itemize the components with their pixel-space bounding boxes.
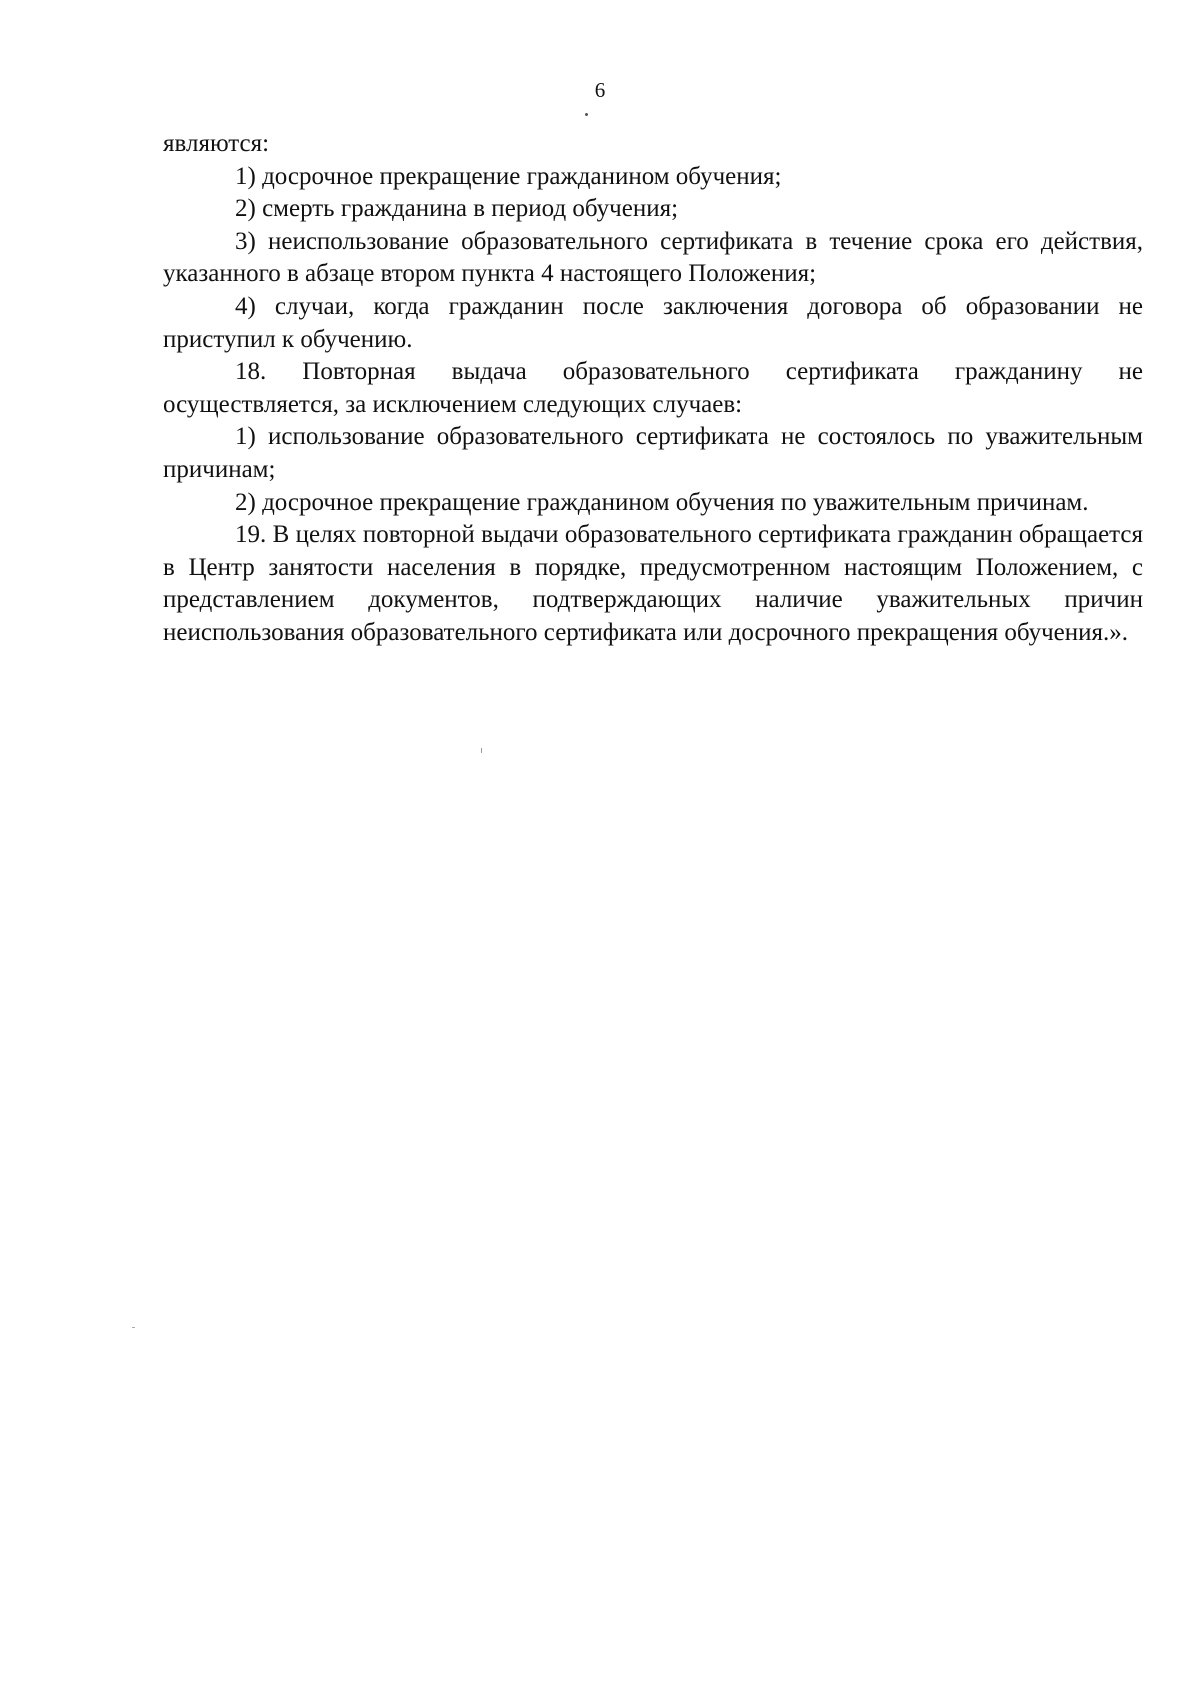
- document-body: [163, 128, 1143, 650]
- clause-18-item-1: 1) использование образовательного сертификата не состоялось по уважительным причинам;: [163, 423, 1143, 483]
- page-number: 6: [594, 78, 606, 102]
- clause-19: 19. В целях повторной выдачи образовательного сертификата гражданин обращается в Центр занятости населения в порядке, предусмотренном настоящим Положением, с представлением документов, подтверждающих наличие уважительных причин неиспользования образовательного сертификата или досрочного прекращения обучения.».: [163, 521, 1143, 646]
- scan-speck: [585, 113, 588, 116]
- clause-18: 18. Повторная выдача образовательного сертификата гражданину не осуществляется, за исключением следующих случаев:: [163, 358, 1143, 418]
- scan-speck: [132, 1327, 135, 1328]
- paragraph-continuation: являются:: [163, 130, 270, 157]
- clause-18-item-2: 2) досрочное прекращение гражданином обучения по уважительным причинам.: [235, 488, 1089, 516]
- list-item-2: 2) смерть гражданина в период обучения;: [235, 195, 679, 223]
- list-item-1: 1) досрочное прекращение гражданином обучения;: [235, 162, 782, 190]
- list-item-3: 3) неиспользование образовательного сертификата в течение срока его действия, указанного в абзаце втором пункта 4 настоящего Положения;: [163, 227, 1143, 288]
- scan-speck: [481, 748, 482, 753]
- list-item-4: 4) случаи, когда гражданин после заключения договора об образовании не приступил к обучению.: [163, 292, 1143, 353]
